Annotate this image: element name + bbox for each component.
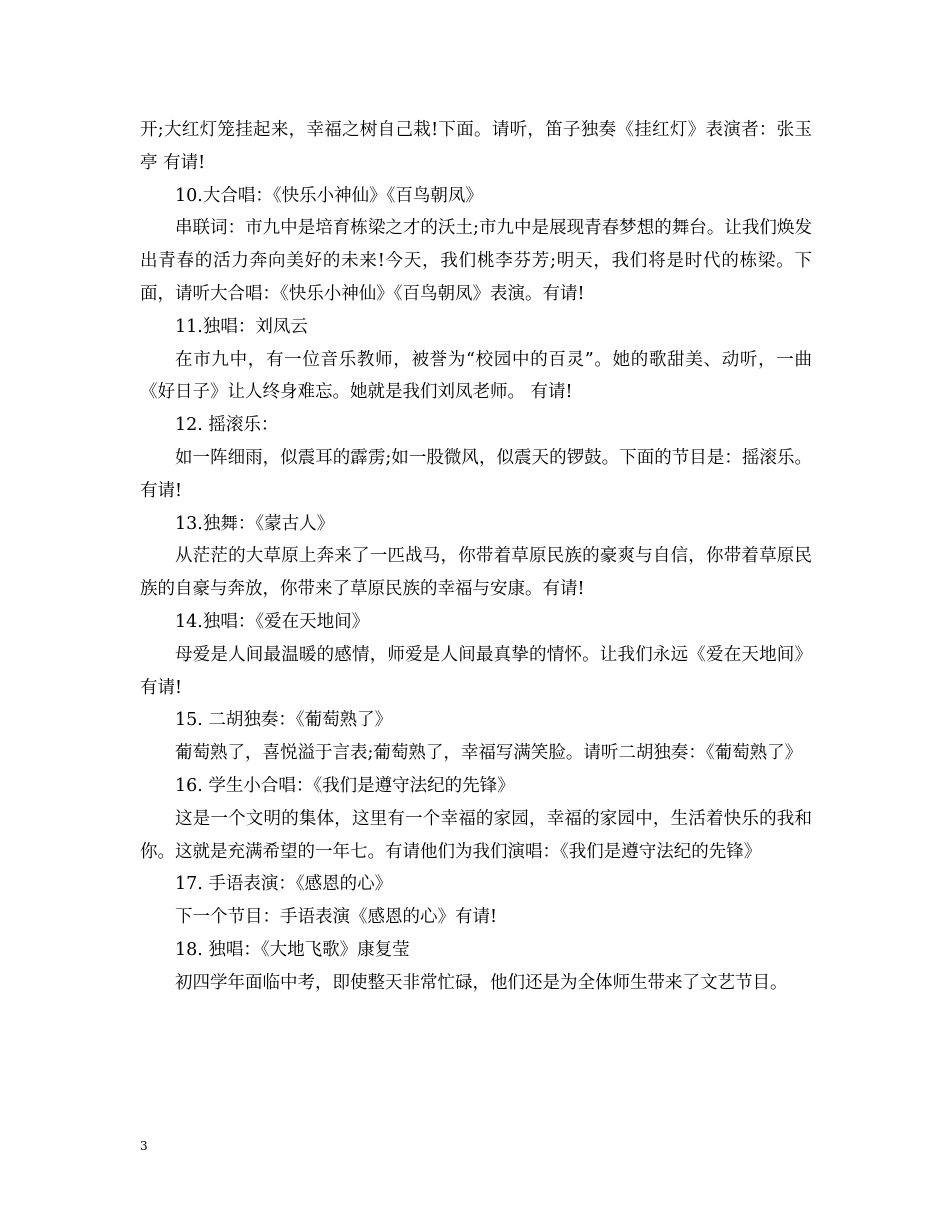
program-item-11: 11.独唱：刘凤云 [175, 316, 308, 337]
intro-paragraph-14: 母爱是人间最温暖的感情，师爱是人间最真挚的情怀。让我们永远《爱在天地间》有请! [140, 644, 812, 698]
paragraph-continuation: 开;大红灯笼挂起来，幸福之树自己栽!下面。请听，笛子独奏《挂红灯》表演者：张玉亭 有请! [140, 120, 812, 173]
program-item-13: 13.独舞：《蒙古人》 [175, 513, 335, 534]
intro-paragraph-15: 葡萄熟了，喜悦溢于言表;葡萄熟了，幸福写满笑脸。请听二胡独奏：《葡萄熟了》 [175, 743, 803, 764]
document-body [140, 114, 812, 1000]
program-item-15: 15. 二胡独奏：《葡萄熟了》 [175, 710, 393, 731]
program-item-14: 14.独唱：《爱在天地间》 [175, 611, 370, 632]
program-item-12: 12. 摇滚乐： [175, 415, 279, 436]
program-item-18: 18. 独唱：《大地飞歌》康复莹 [175, 939, 410, 960]
program-item-17: 17. 手语表演：《感恩的心》 [175, 874, 393, 895]
intro-paragraph-17: 下一个节目：手语表演《感恩的心》有请! [175, 907, 498, 928]
intro-paragraph-10: 串联词：市九中是培育栋梁之才的沃土;市九中是展现青春梦想的舞台。让我们焕发出青春的活力奔向美好的未来!今天，我们桃李芬芳;明天，我们将是时代的栋梁。下面，请听大合唱：《快乐小神仙》《百鸟朝凤》表演。有请! [140, 218, 812, 304]
program-item-16: 16. 学生小合唱：《我们是遵守法纪的先锋》 [175, 775, 515, 796]
intro-paragraph-18: 初四学年面临中考，即使整天非常忙碌，他们还是为全体师生带来了文艺节目。 [175, 972, 788, 993]
intro-paragraph-12: 如一阵细雨，似震耳的霹雳;如一股微风，似震天的锣鼓。下面的节目是：摇滚乐。有请! [140, 447, 812, 501]
intro-paragraph-16: 这是一个文明的集体，这里有一个幸福的家园，幸福的家园中，生活着快乐的我和你。这就是充满希望的一年七。有请他们为我们演唱：《我们是遵守法纪的先锋》 [140, 808, 812, 862]
page-number: 3 [140, 1139, 148, 1153]
program-item-10: 10.大合唱：《快乐小神仙》《百鸟朝凤》 [175, 185, 483, 206]
intro-paragraph-11: 在市九中，有一位音乐教师，被誉为“校园中的百灵”。她的歌甜美、动听，一曲《好日子》让人终身难忘。她就是我们刘凤老师。 有请! [140, 349, 812, 403]
intro-paragraph-13: 从茫茫的大草原上奔来了一匹战马，你带着草原民族的豪爽与自信，你带着草原民族的自豪与奔放，你带来了草原民族的幸福与安康。有请! [140, 546, 812, 600]
